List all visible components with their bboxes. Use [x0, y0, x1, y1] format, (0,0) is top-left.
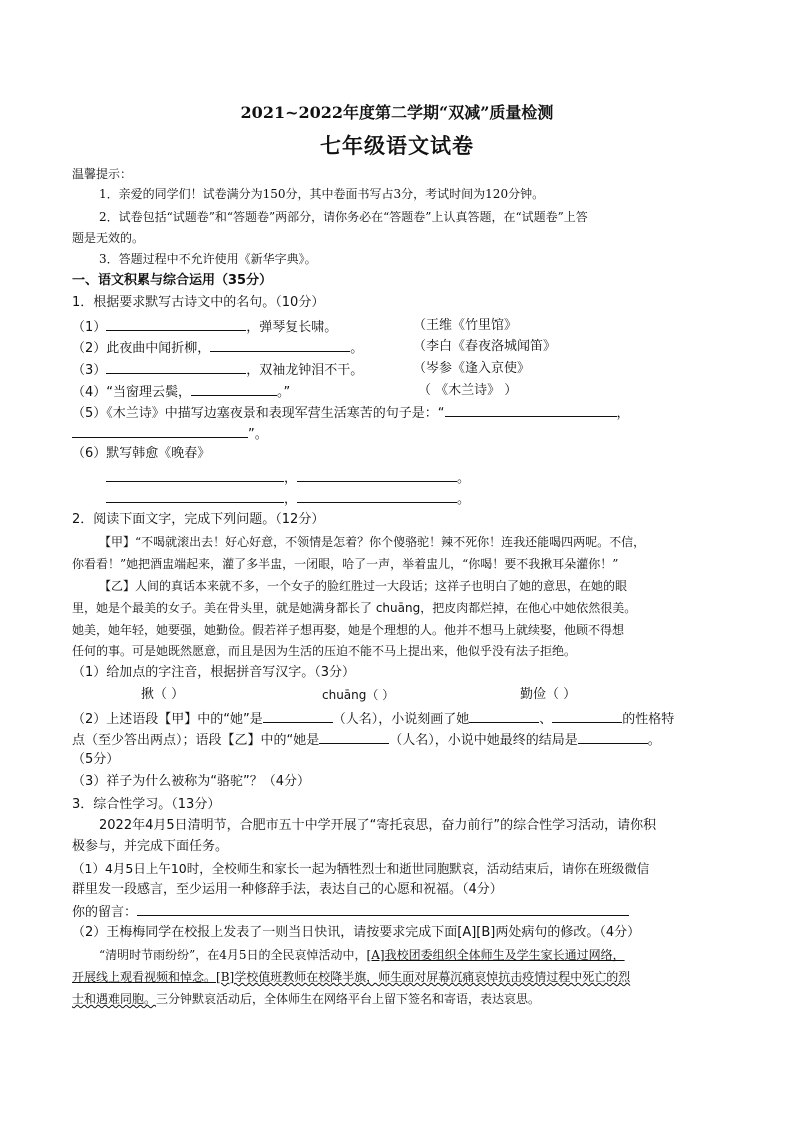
q2-sub-2-line-2: 点（至少答出两点）；语段【乙】中的“她是 （人名），小说中她最终的结局是 。	[72, 733, 661, 748]
q3-intro-line-2: 极参与，并完成下面任务。	[72, 839, 229, 854]
sentence-b-cont: 士和遇难同胞。	[72, 992, 157, 1006]
notice-item-2: 2．试卷包括“试题卷”和“答题卷”两部分，请你务必在“答题卷”上认真答题，在“试题卷”上答	[99, 210, 588, 224]
sentence-a-cont: 开展线上观看视频和悼念。	[72, 970, 217, 984]
answer-blank[interactable]	[319, 731, 389, 744]
q1-line-5: （5）《木兰诗》中描写边塞夜景和表现军营生活寒苦的句子是：“ ，	[72, 406, 630, 421]
q3-news-line-3: 士和遇难同胞。三分钟默哀活动后，全体师生在网络平台上留下签名和寄语，表达哀思。	[72, 992, 541, 1006]
answer-blank[interactable]	[552, 710, 622, 723]
q1-source-2: （李白《春夜洛城闻笛》	[413, 339, 557, 354]
q2-passage-b-line-4: 任何的事。可是她既然愿意，而且是因为生活的压迫不能不马上提出来，他似乎没有法子拒绝。	[72, 644, 577, 658]
sentence-a: [A]我校团委组织全体师生及学生家长通过网络，	[366, 948, 625, 962]
notice-title: 温馨提示：	[72, 167, 133, 181]
q1-source-4: （ 《木兰诗》 ）	[418, 383, 518, 398]
q2-stem: 2．阅读下面文字，完成下列问题。（12分）	[72, 512, 325, 527]
section-1-title: 一、语文积累与综合运用（35分）	[72, 273, 273, 288]
exam-title: 七年级语文试卷	[320, 133, 474, 158]
notice-item-1: 1．亲爱的同学们！试卷满分为150分，其中卷面书写占3分，考试时间为120分钟。	[99, 187, 545, 201]
q2-passage-a-line-2: 你看看！”她把酒盅端起来，灌了多半盅，一闭眼，哈了一声，举着盅儿，“你喝！要不我揪耳朵灌你！”	[72, 557, 619, 571]
q2-passage-b-line-1: 【乙】人间的真话本来就不多，一个女子的脸红胜过一大段话；这祥子也明白了她的意思，在她的眼	[99, 579, 628, 593]
notice-item-3: 3．答题过程中不允许使用《新华字典》。	[99, 252, 317, 266]
q2-sub-3: （3）祥子为什么被称为“骆驼”？（4分）	[72, 774, 311, 789]
q2-passage-b-line-2: 里，她是个最美的女子。美在骨头里，就是她满身都长了 chuāng，把皮肉都烂掉，在他心中她依然很美。	[72, 601, 637, 615]
q2-pinyin-blank-3: 勤俭（ ）	[520, 687, 577, 702]
answer-blank[interactable]	[445, 404, 617, 417]
q2-sub-2-line-1: （2）上述语段【甲】中的“她”是 （人名），小说刻画了她 、 的性格特	[72, 712, 675, 727]
answer-blank[interactable]	[469, 710, 539, 723]
answer-blank[interactable]	[297, 469, 457, 482]
q1-line-2: （2）此夜曲中闻折柳， 。	[72, 341, 364, 356]
q3-news-line-1: “清明时节雨纷纷”，在4月5日的全民哀悼活动中，[A]我校团委组织全体师生及学生家长通过网络，	[99, 948, 625, 962]
answer-blank[interactable]	[263, 710, 333, 723]
q3-task-2: （2）王梅梅同学在校报上发表了一则当日快讯，请按要求完成下面[A][B]两处病句的修改。（4分）	[72, 925, 641, 940]
q1-source-1: （王维《竹里馆》	[413, 318, 518, 333]
q3-intro-line-1: 2022年4月5日清明节，合肥市五十中学开展了“寄托哀思，奋力前行”的综合性学习活动，请你积	[99, 818, 657, 833]
q2-passage-b-line-3: 她美，她年轻，她要强，她勤俭。假若祥子想再娶，她是个理想的人。他并不想马上就续娶，他顾不得想	[72, 623, 625, 637]
q1-line-6: ”。	[72, 425, 268, 443]
q2-pinyin-blank-2: chuāng（ ）	[322, 688, 395, 702]
answer-blank[interactable]	[106, 361, 246, 374]
q2-sub-1: （1）给加点的字注音，根据拼音写汉字。（3分）	[72, 665, 356, 680]
answer-blank[interactable]	[106, 490, 284, 503]
q3-message-line: 你的留言：	[72, 903, 629, 921]
message-answer-blank[interactable]	[137, 903, 629, 916]
q2-pinyin-blank-1: 揪（ ）	[141, 687, 185, 702]
q1-line-4: （4）“当窗理云鬓， 。”	[72, 385, 291, 400]
answer-blank[interactable]	[191, 383, 277, 396]
q1-line-1: （1） ，弹琴复长啸。	[72, 320, 338, 335]
answer-blank[interactable]	[297, 490, 457, 503]
answer-blank[interactable]	[106, 469, 284, 482]
answer-blank[interactable]	[210, 339, 350, 352]
q1-line-7: （6）默写韩愈《晚春》	[72, 446, 211, 461]
q3-task-1-line-1: （1）4月5日上午10时，全校师生和家长一起为牺牲烈士和逝世同胞默哀，活动结束后，请你在班级微信	[72, 861, 650, 876]
q1-stem: 1．根据要求默写古诗文中的名句。（10分）	[72, 295, 325, 310]
q1-wanchun-line-2: ， 。	[106, 490, 470, 508]
answer-blank[interactable]	[106, 318, 246, 331]
q3-stem: 3．综合性学习。（13分）	[72, 797, 221, 812]
notice-item-2-cont: 题是无效的。	[72, 231, 145, 245]
answer-blank[interactable]	[578, 731, 648, 744]
q2-sub-2-score: （5分）	[72, 752, 120, 767]
sentence-b: [B]学校值班教师在校降半旗，师生面对屏幕沉痛哀悼抗击疫情过程中死亡的烈	[216, 970, 631, 984]
answer-blank[interactable]	[72, 425, 248, 438]
q2-passage-a-line-1: 【甲】“不喝就滚出去！好心好意，不领情是怎着？你个傻骆驼！辣不死你！连我还能喝四两呢。不信，	[99, 535, 646, 549]
q1-wanchun-line-1: ， 。	[106, 469, 470, 487]
exam-header-line1: 2021~2022年度第二学期“双减”质量检测	[240, 103, 554, 122]
q3-news-line-2	[72, 969, 630, 985]
q1-line-3: （3） ，双袖龙钟泪不干。	[72, 363, 364, 378]
q3-task-1-line-2: 群里发一段感言，至少运用一种修辞手法，表达自己的心愿和祝福。（4分）	[72, 882, 503, 897]
q1-source-3: （岑参《逢入京使》	[413, 361, 531, 376]
